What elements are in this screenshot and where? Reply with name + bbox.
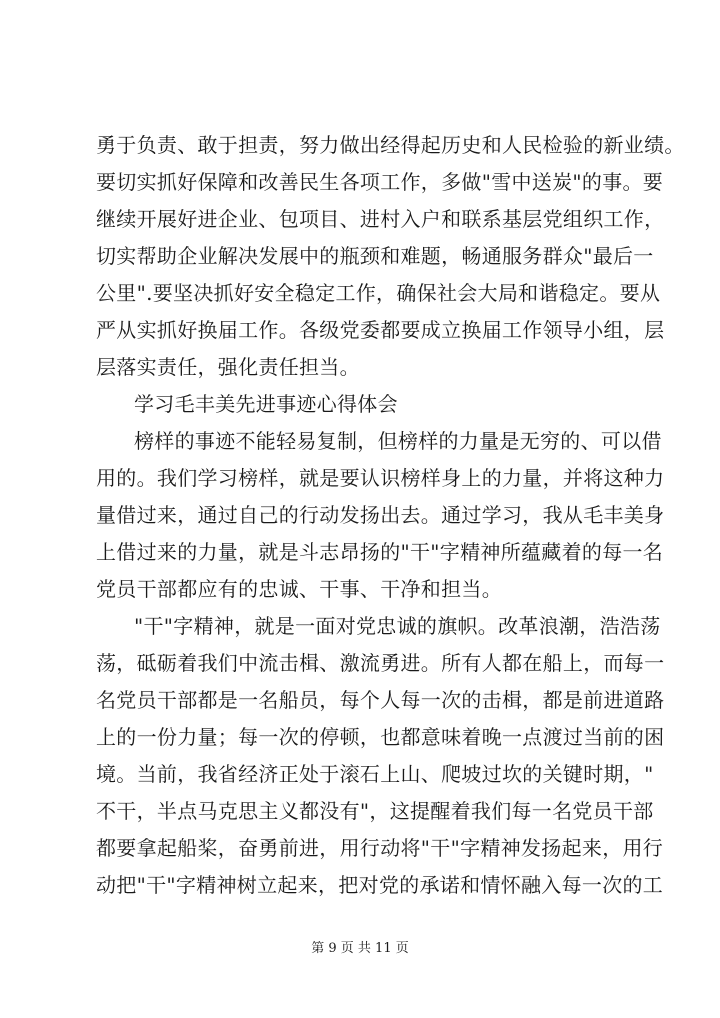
page-number-footer: 第 9 页 共 11 页 bbox=[311, 941, 409, 956]
paragraph-first-line: 榜样的事迹不能轻易复制，但榜样的力量是无穷的、可以借 bbox=[134, 429, 662, 453]
body-line: 要切实抓好保障和改善民生各项工作，多做"雪中送炭"的事。要 bbox=[96, 170, 664, 194]
body-line: 切实帮助企业解决发展中的瓶颈和难题，畅通服务群众"最后一 bbox=[96, 244, 654, 268]
body-line: 党员干部都应有的忠诚、干事、干净和担当。 bbox=[96, 577, 502, 601]
body-line: 都要拿起船桨，奋勇前进，用行动将"干"字精神发扬起来，用行 bbox=[96, 836, 664, 860]
body-line: 用的。我们学习榜样，就是要认识榜样身上的力量，并将这种力 bbox=[96, 466, 665, 490]
body-line: 上借过来的力量，就是斗志昂扬的"干"字精神所蕴藏着的每一名 bbox=[96, 540, 664, 564]
body-line: 量借过来，通过自己的行动发扬出去。通过学习，我从毛丰美身 bbox=[96, 503, 665, 527]
body-line: 公里".要坚决抓好安全稳定工作，确保社会大局和谐稳定。要从 bbox=[96, 281, 661, 305]
body-line: 境。当前，我省经济正处于滚石上山、爬坡过坎的关键时期，" bbox=[96, 762, 654, 786]
paragraph-first-line: "干"字精神，就是一面对党忠诚的旗帜。改革浪潮，浩浩荡 bbox=[134, 614, 661, 638]
body-line: 层落实责任，强化责任担当。 bbox=[96, 355, 360, 379]
section-title: 学习毛丰美先进事迹心得体会 bbox=[134, 392, 398, 416]
body-line: 动把"干"字精神树立起来，把对党的承诺和情怀融入每一次的工 bbox=[96, 873, 664, 897]
body-line: 名党员干部都是一名船员，每个人每一次的击楫，都是前进道路 bbox=[96, 688, 665, 712]
body-line: 不干，半点马克思主义都没有"，这提醒着我们每一名党员干部 bbox=[96, 799, 654, 823]
body-line: 继续开展好进企业、包项目、进村入户和联系基层党组织工作， bbox=[96, 207, 665, 231]
body-line: 荡，砥砺着我们中流击楫、激流勇进。所有人都在船上，而每一 bbox=[96, 651, 665, 675]
body-line: 上的一份力量；每一次的停顿，也都意味着晚一点渡过当前的困 bbox=[96, 725, 665, 749]
body-line: 严从实抓好换届工作。各级党委都要成立换届工作领导小组，层 bbox=[96, 318, 665, 342]
body-line: 勇于负责、敢于担责，努力做出经得起历史和人民检验的新业绩。 bbox=[96, 133, 685, 157]
